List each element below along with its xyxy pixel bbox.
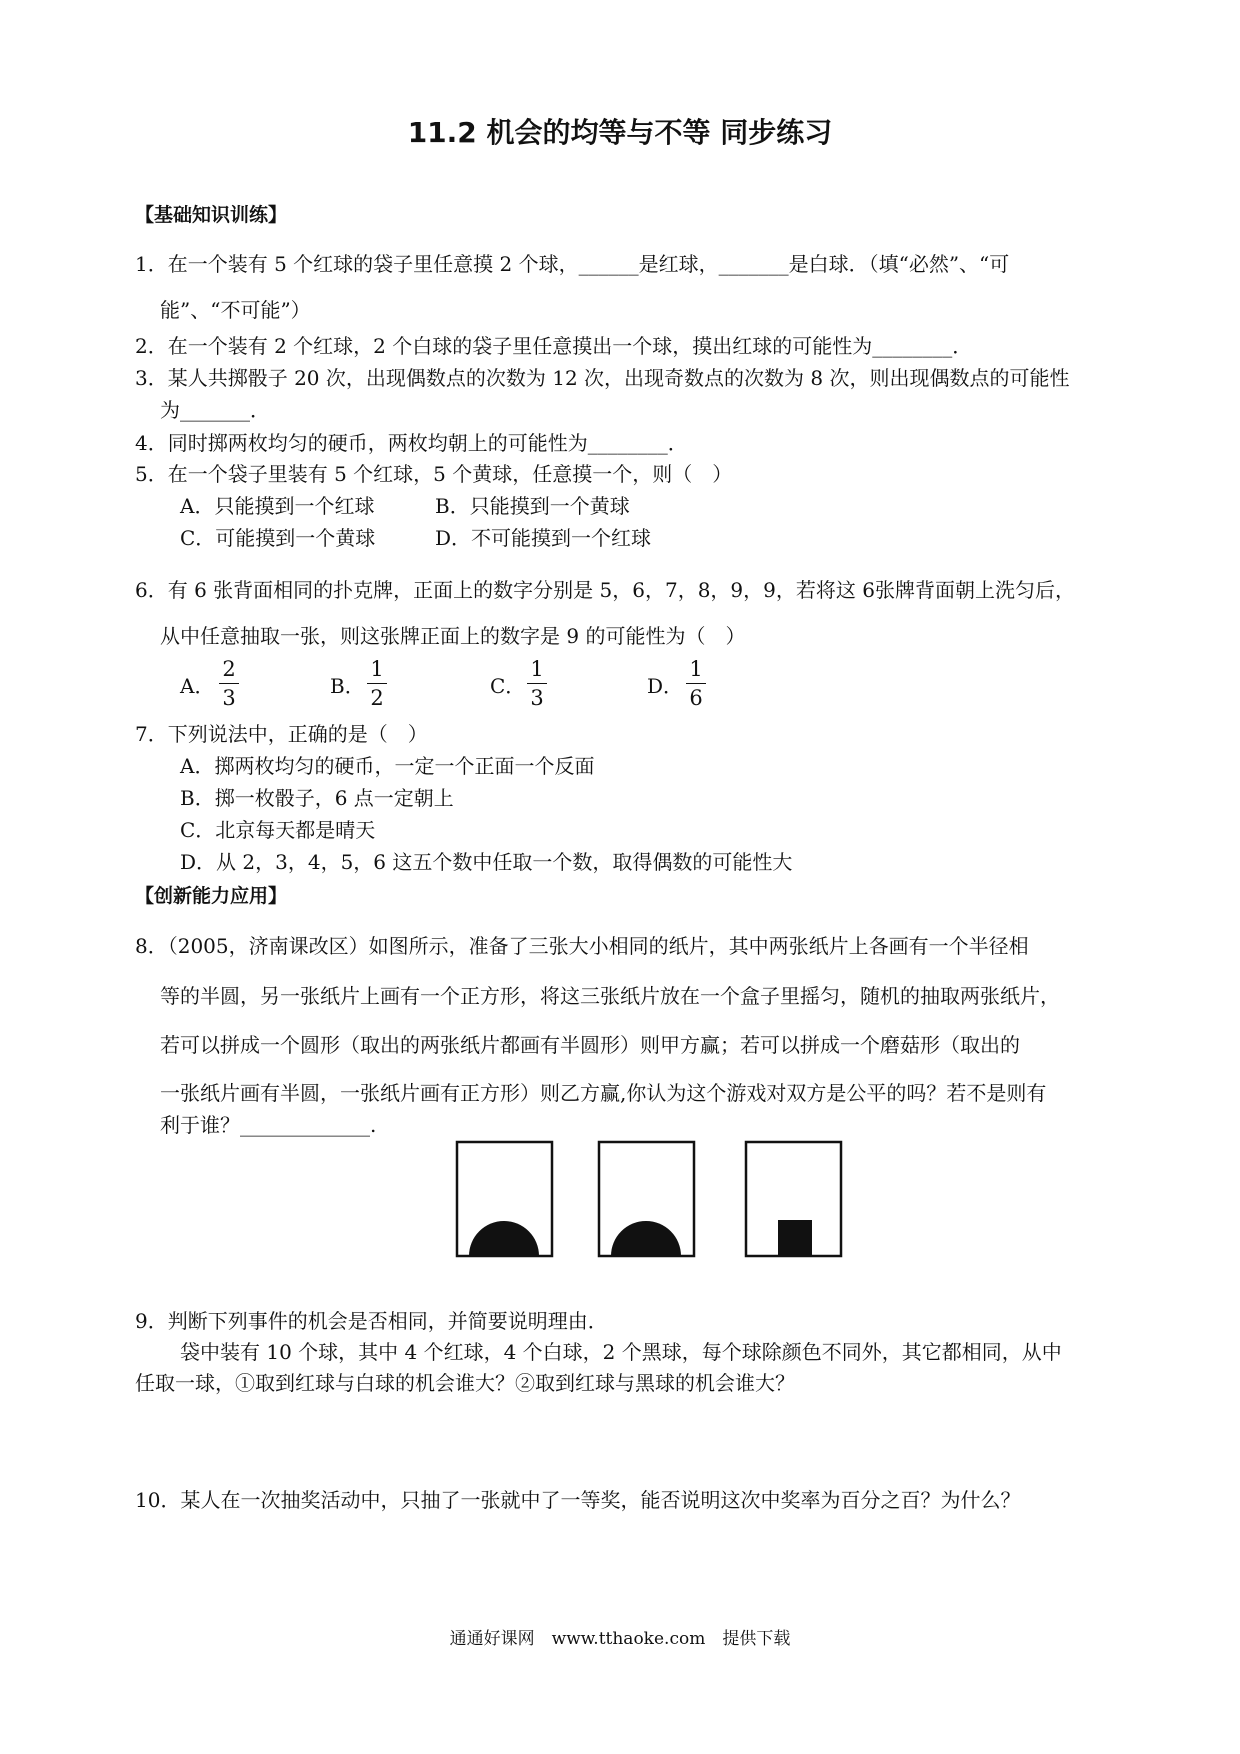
square-shape (778, 1220, 812, 1256)
q6-option-c-fraction (526, 657, 548, 710)
q2-line-1: 2．在一个装有 2 个红球，2 个白球的袋子里任意摸出一个球，摸出红球的可能性为________． (135, 334, 973, 358)
q8-figure-cards (455, 1140, 845, 1260)
q6-option-b-denominator: 2 (370, 686, 384, 710)
page-title: 11.2 机会的均等与不等 同步练习 (407, 116, 833, 149)
q9-line-3: 任取一球，①取到红球与白球的机会谁大？②取到红球与黑球的机会谁大？ (135, 1371, 795, 1395)
q7-option-b: B．掷一枚骰子，6 点一定朝上 (180, 786, 454, 810)
q6-option-c-numerator: 1 (530, 657, 544, 681)
q6-option-b-label: B． (330, 674, 365, 698)
card-semicircle-1 (457, 1142, 552, 1256)
q8-line-2: 等的半圆，另一张纸片上画有一个正方形，将这三张纸片放在一个盒子里摇匀，随机的抽取两张纸片， (160, 984, 1060, 1008)
q6-line-2: 从中任意抽取一张，则这张牌正面上的数字是 9 的可能性为（ ） (160, 624, 746, 648)
q6-option-a-label: A． (180, 674, 215, 698)
q6-option-b-numerator: 1 (370, 657, 384, 681)
section-innovation-heading: 【创新能力应用】 (135, 885, 288, 907)
q5-option-b: B．只能摸到一个黄球 (435, 494, 630, 518)
page-footer: 通通好课网 www.tthaoke.com 提供下载 (449, 1629, 791, 1649)
q8-line-1: 8．（2005，济南课改区）如图所示，准备了三张大小相同的纸片，其中两张纸片上各画有一个半径相 (135, 934, 1029, 958)
q6-option-d-denominator: 6 (689, 686, 703, 710)
q7-stem: 7．下列说法中，正确的是（ ） (135, 722, 428, 746)
card-square (746, 1142, 841, 1256)
q3-line-2: 为_______． (160, 398, 270, 422)
q6-option-b-fraction (366, 657, 388, 710)
q9-line-2: 袋中装有 10 个球，其中 4 个红球，4 个白球，2 个黑球，每个球除颜色不同外，其它都相同，从中 (180, 1340, 1062, 1364)
q4-line-1: 4．同时掷两枚均匀的硬币，两枚均朝上的可能性为________． (135, 431, 688, 455)
q8-line-3: 若可以拼成一个圆形（取出的两张纸片都画有半圆形）则甲方赢；若可以拼成一个磨菇形（取出的 (160, 1033, 1020, 1057)
card-semicircle-2 (599, 1142, 694, 1256)
q8-line-5: 利于谁？_____________. (160, 1113, 377, 1137)
q9-line-1: 9．判断下列事件的机会是否相同，并简要说明理由． (135, 1309, 608, 1333)
fraction-bar (367, 683, 387, 684)
q6-option-a-fraction (218, 657, 240, 710)
q8-line-4: 一张纸片画有半圆，一张纸片画有正方形）则乙方赢,你认为这个游戏对双方是公平的吗？若不是则有 (160, 1081, 1047, 1105)
q1-line-1: 1．在一个装有 5 个红球的袋子里任意摸 2 个球，______是红球，_______是白球．（填“必然”、“可 (135, 252, 1010, 276)
q5-option-a: A．只能摸到一个红球 (180, 494, 375, 518)
q7-option-d: D．从 2，3，4，5，6 这五个数中任取一个数，取得偶数的可能性大 (180, 850, 793, 874)
q6-option-c-denominator: 3 (530, 686, 544, 710)
q6-option-a-denominator: 3 (222, 686, 236, 710)
q6-option-d-label: D． (647, 674, 684, 698)
q6-option-a-numerator: 2 (222, 657, 236, 681)
fraction-bar (527, 683, 547, 684)
q6-option-d-fraction (685, 657, 707, 710)
q1-line-2: 能”、“不可能”） (160, 298, 311, 322)
q5-option-d: D．不可能摸到一个红球 (435, 526, 652, 550)
q6-option-d-numerator: 1 (689, 657, 703, 681)
q10-line-1: 10．某人在一次抽奖活动中，只抽了一张就中了一等奖，能否说明这次中奖率为百分之百？为什么？ (135, 1488, 1021, 1512)
q7-option-c: C．北京每天都是晴天 (180, 818, 376, 842)
fraction-bar (686, 683, 706, 684)
q5-option-c: C．可能摸到一个黄球 (180, 526, 376, 550)
section-basic-heading: 【基础知识训练】 (135, 204, 288, 226)
fraction-bar (219, 683, 239, 684)
q6-option-c-label: C． (490, 674, 526, 698)
q6-line-1: 6．有 6 张背面相同的扑克牌，正面上的数字分别是 5，6，7，8，9，9，若将这 6张牌背面朝上洗匀后， (135, 578, 1075, 602)
q5-stem: 5．在一个袋子里装有 5 个红球，5 个黄球，任意摸一个，则（ ） (135, 462, 733, 486)
q7-option-a: A．掷两枚均匀的硬币，一定一个正面一个反面 (180, 754, 595, 778)
q3-line-1: 3．某人共掷骰子 20 次，出现偶数点的次数为 12 次，出现奇数点的次数为 8 次，则出现偶数点的可能性 (135, 366, 1070, 390)
